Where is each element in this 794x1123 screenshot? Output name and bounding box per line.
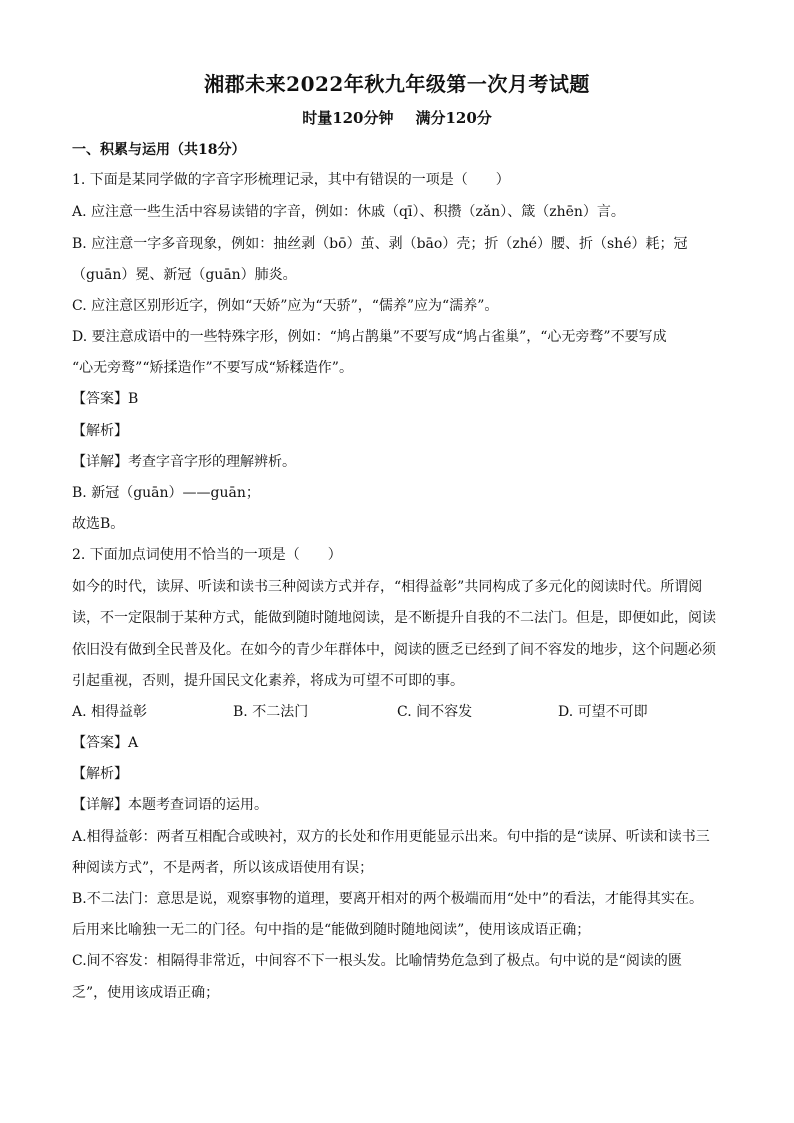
q2-option-a: A. 相得益彰 [72,704,148,720]
q2-explain-b-line1: B.不二法门：意思是说，观察事物的道理，要离开相对的两个极端而用“处中”的看法，才能得其实在。 [72,891,704,907]
exam-subtitle [0,107,794,128]
section-heading: 一、积累与运用（共18分） [72,142,246,158]
q1-option-d-line1: D. 要注意成语中的一些特殊字形，例如：“鸠占鹊巢”不要写成“鸠占雀巢”，“心无旁骛”不要写成 [72,329,667,345]
q1-option-c: C. 应注意区别形近字，例如“天娇”应为“天骄”，“儒养”应为“濡养”。 [72,298,499,314]
q1-option-b-line1: B. 应注意一字多音现象，例如：抽丝剥（bō）茧、剥（bāo）壳；折（zhé）腰、折（shé）耗；冠 [72,236,688,252]
q2-option-b: B. 不二法门 [233,704,309,720]
q1-analysis: 【解析】 [72,423,128,439]
q2-stem: 2. 下面加点词使用不恰当的一项是（ ） [72,547,342,563]
q2-explain-c-line2: 乏”，使用该成语正确； [72,985,220,1001]
q2-passage-line3: 依旧没有做到全民普及化。在如今的青少年群体中，阅读的匮乏已经到了间不容发的地步，这个问题必须 [72,642,716,658]
q1-option-d-line2: “心无旁鹜”“矫揉造作”不要写成“矫糅造作”。 [72,360,353,376]
page-title: 湘郡未来2022年秋九年级第一次月考试题 [204,72,590,96]
q2-answer: 【答案】A [72,735,139,751]
q2-analysis: 【解析】 [72,766,128,782]
q1-answer: 【答案】B [72,391,139,407]
q1-stem: 1. 下面是某同学做的字音字形梳理记录，其中有错误的一项是（ ） [72,172,510,188]
q2-option-d: D. 可望不可即 [558,704,648,720]
q2-detail: 【详解】本题考查词语的运用。 [72,797,268,813]
exam-score: 满分120分 [415,109,492,127]
q1-option-a: A. 应注意一些生活中容易读错的字音，例如：休戚（qī）、积攒（zǎn）、箴（zhēn）言。 [72,204,625,220]
q1-option-b-line2: （guān）冕、新冠（guān）肺炎。 [72,267,297,283]
q2-explain-a-line2: 种阅读方式”，不是两者，所以该成语使用有误； [72,860,374,876]
q2-explain-c-line1: C.间不容发：相隔得非常近，中间容不下一根头发。比喻情势危急到了极点。句中说的是“阅读的匮 [72,953,682,969]
q2-passage-line2: 读，不一定限制于某种方式，能做到随时随地阅读，是不断提升自我的不二法门。但是，即便如此，阅读 [72,610,716,626]
q1-detail: 【详解】考查字音字形的理解辨析。 [72,454,296,470]
q2-passage-line4: 引起重视，否则，提升国民文化素养，将成为可望不可即的事。 [72,673,464,689]
q2-explain-a-line1: A.相得益彰：两者互相配合或映衬，双方的长处和作用更能显示出来。句中指的是“读屏、听读和读书三 [72,829,710,845]
q2-option-c: C. 间不容发 [397,704,473,720]
q1-explain-b: B. 新冠（guān）——guān； [72,485,260,501]
q2-passage-line1: 如今的时代，读屏、听读和读书三种阅读方式并存，“相得益彰”共同构成了多元化的阅读时代。所谓阅 [72,579,703,595]
exam-time: 时量120分钟 [302,109,394,127]
q1-conclusion: 故选B。 [72,516,125,532]
q2-explain-b-line2: 后用来比喻独一无二的门径。句中指的是“能做到随时随地阅读”，使用该成语正确； [72,922,591,938]
